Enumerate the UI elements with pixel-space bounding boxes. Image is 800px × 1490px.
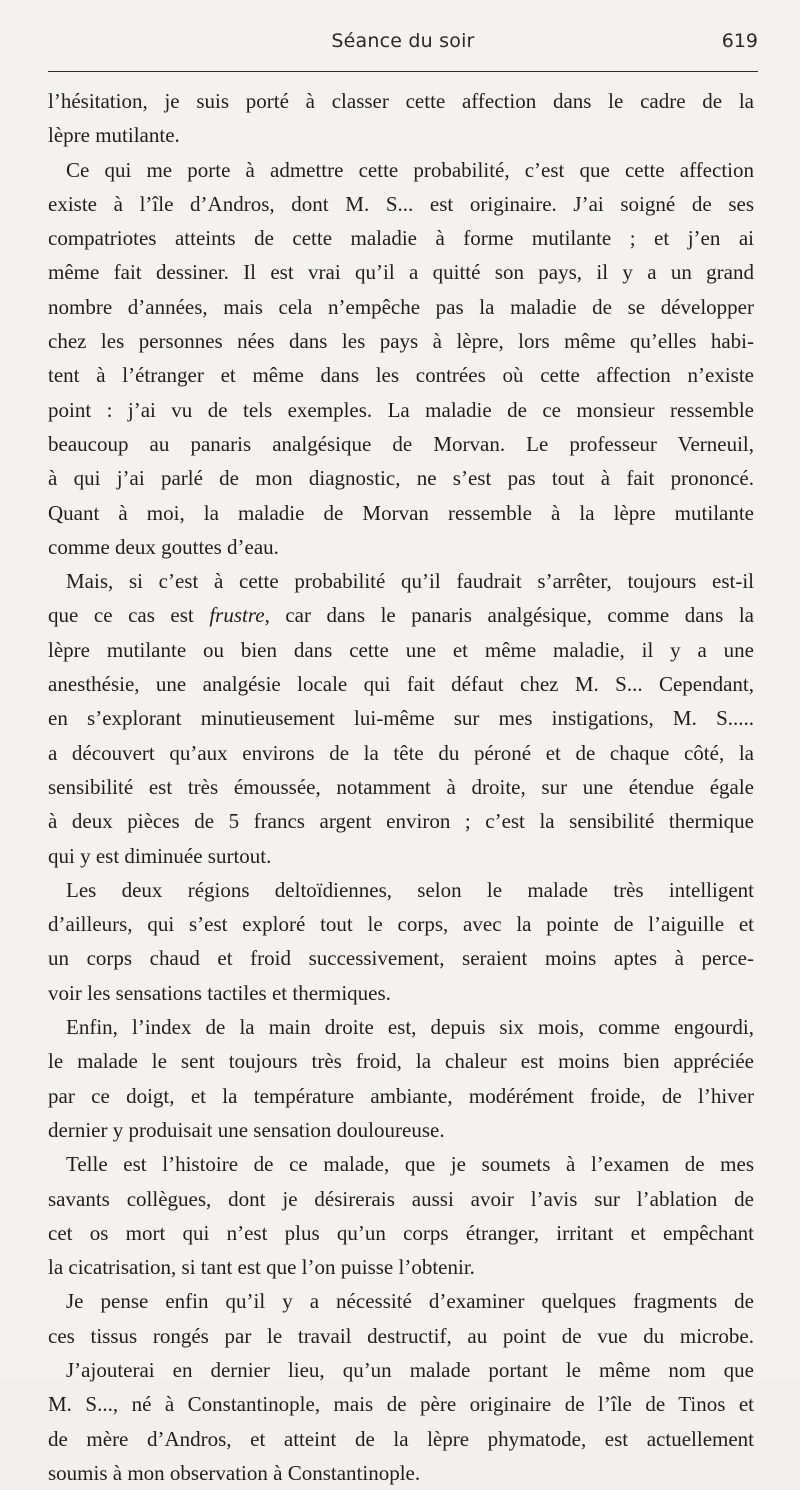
text-line: M. S..., né à Constantinople, mais de père originaire de l’île de Tinos et	[48, 1392, 754, 1417]
text-line: Je pense enfin qu’il y a nécessité d’examiner quelques fragments de	[66, 1289, 754, 1314]
text-line: soumis à mon observation à Constantinople.	[48, 1460, 421, 1485]
paragraph	[48, 153, 754, 565]
text-line: tent à l’étranger et même dans les contrées où cette affection n’existe	[48, 363, 754, 388]
paragraph	[48, 1147, 754, 1284]
running-title: Séance du soir	[331, 30, 475, 52]
text-line: cet os mort qui n’est plus qu’un corps étranger, irritant et empêchant	[48, 1220, 754, 1245]
text-line: point : j’ai vu de tels exemples. La maladie de ce monsieur ressemble	[48, 397, 754, 422]
text-line: compatriotes atteints de cette maladie à forme mutilante ; et j’en ai	[48, 226, 754, 251]
text-line: le malade le sent toujours très froid, la chaleur est moins bien appréciée	[48, 1049, 754, 1074]
text-line: en s’explorant minutieusement lui-même sur mes instigations, M. S.....	[48, 706, 754, 731]
text-line: par ce doigt, et la température ambiante, modérément froide, de l’hiver	[48, 1083, 754, 1108]
text-line: sensibilité est très émoussée, notamment à droite, sur une étendue égale	[48, 774, 754, 799]
text-segment: , car dans le panaris analgésique, comme dans la	[264, 603, 754, 628]
italic-word: frustre	[209, 603, 265, 628]
text-line: Telle est l’histoire de ce malade, que je soumets à l’examen de mes	[66, 1152, 754, 1177]
page-header	[48, 30, 758, 66]
text-line: anesthésie, une analgésie locale qui fait défaut chez M. S... Cependant,	[48, 672, 754, 697]
text-line: J’ajouterai en dernier lieu, qu’un malade portant le même nom que	[66, 1357, 754, 1382]
text-line: d’ailleurs, qui s’est exploré tout le corps, avec la pointe de l’aiguille et	[48, 912, 754, 937]
text-line-with-italic	[48, 598, 754, 632]
text-line: lèpre mutilante.	[48, 123, 180, 148]
paragraph	[48, 84, 754, 153]
text-line: nombre d’années, mais cela n’empêche pas la maladie de se développer	[48, 294, 754, 319]
text-line: la cicatrisation, si tant est que l’on puisse l’obtenir.	[48, 1255, 475, 1280]
text-line: a découvert qu’aux environs de la tête du péroné et de chaque côté, la	[48, 740, 754, 765]
header-rule	[48, 71, 758, 72]
text-line: qui y est diminuée surtout.	[48, 843, 272, 868]
text-line: un corps chaud et froid successivement, seraient moins aptes à perce-	[48, 946, 754, 971]
text-line: Mais, si c’est à cette probabilité qu’il faudrait s’arrêter, toujours est-il	[66, 569, 754, 594]
text-line: de mère d’Andros, et atteint de la lèpre phymatode, est actuellement	[48, 1426, 754, 1451]
paragraph	[48, 873, 754, 1010]
text-line: même fait dessiner. Il est vrai qu’il a quitté son pays, il y a un grand	[48, 260, 754, 285]
page-number: 619	[721, 30, 758, 52]
body-text	[48, 84, 754, 1490]
text-line: l’hésitation, je suis porté à classer cette affection dans le cadre de la	[48, 89, 754, 113]
text-segment: que ce cas est	[48, 603, 210, 628]
text-line: Quant à moi, la maladie de Morvan ressemble à la lèpre mutilante	[48, 500, 754, 525]
text-line: Les deux régions deltoïdiennes, selon le malade très intelligent	[66, 877, 754, 902]
text-line: comme deux gouttes d’eau.	[48, 534, 279, 559]
text-line: beaucoup au panaris analgésique de Morvan. Le professeur Verneuil,	[48, 431, 754, 456]
text-line: Enfin, l’index de la main droite est, depuis six mois, comme engourdi,	[66, 1015, 754, 1040]
paragraph	[48, 564, 754, 873]
text-line: lèpre mutilante ou bien dans cette une et même maladie, il y a une	[48, 637, 754, 662]
text-line: savants collègues, dont je désirerais aussi avoir l’avis sur l’ablation de	[48, 1186, 754, 1211]
text-line: ces tissus rongés par le travail destructif, au point de vue du microbe.	[48, 1323, 754, 1348]
text-line: Ce qui me porte à admettre cette probabilité, c’est que cette affection	[66, 157, 754, 182]
paragraph	[48, 1284, 754, 1353]
text-line: à deux pièces de 5 francs argent environ ; c’est la sensibilité thermique	[48, 809, 754, 834]
paragraph	[48, 1353, 754, 1490]
text-line: chez les personnes nées dans les pays à lèpre, lors même qu’elles habi-	[48, 329, 754, 354]
text-line: existe à l’île d’Andros, dont M. S... est originaire. J’ai soigné de ses	[48, 191, 754, 216]
paragraph	[48, 1010, 754, 1147]
text-line: dernier y produisait une sensation douloureuse.	[48, 1117, 445, 1142]
text-line: à qui j’ai parlé de mon diagnostic, ne s’est pas tout à fait prononcé.	[48, 466, 754, 491]
text-line: voir les sensations tactiles et thermiques.	[48, 980, 391, 1005]
